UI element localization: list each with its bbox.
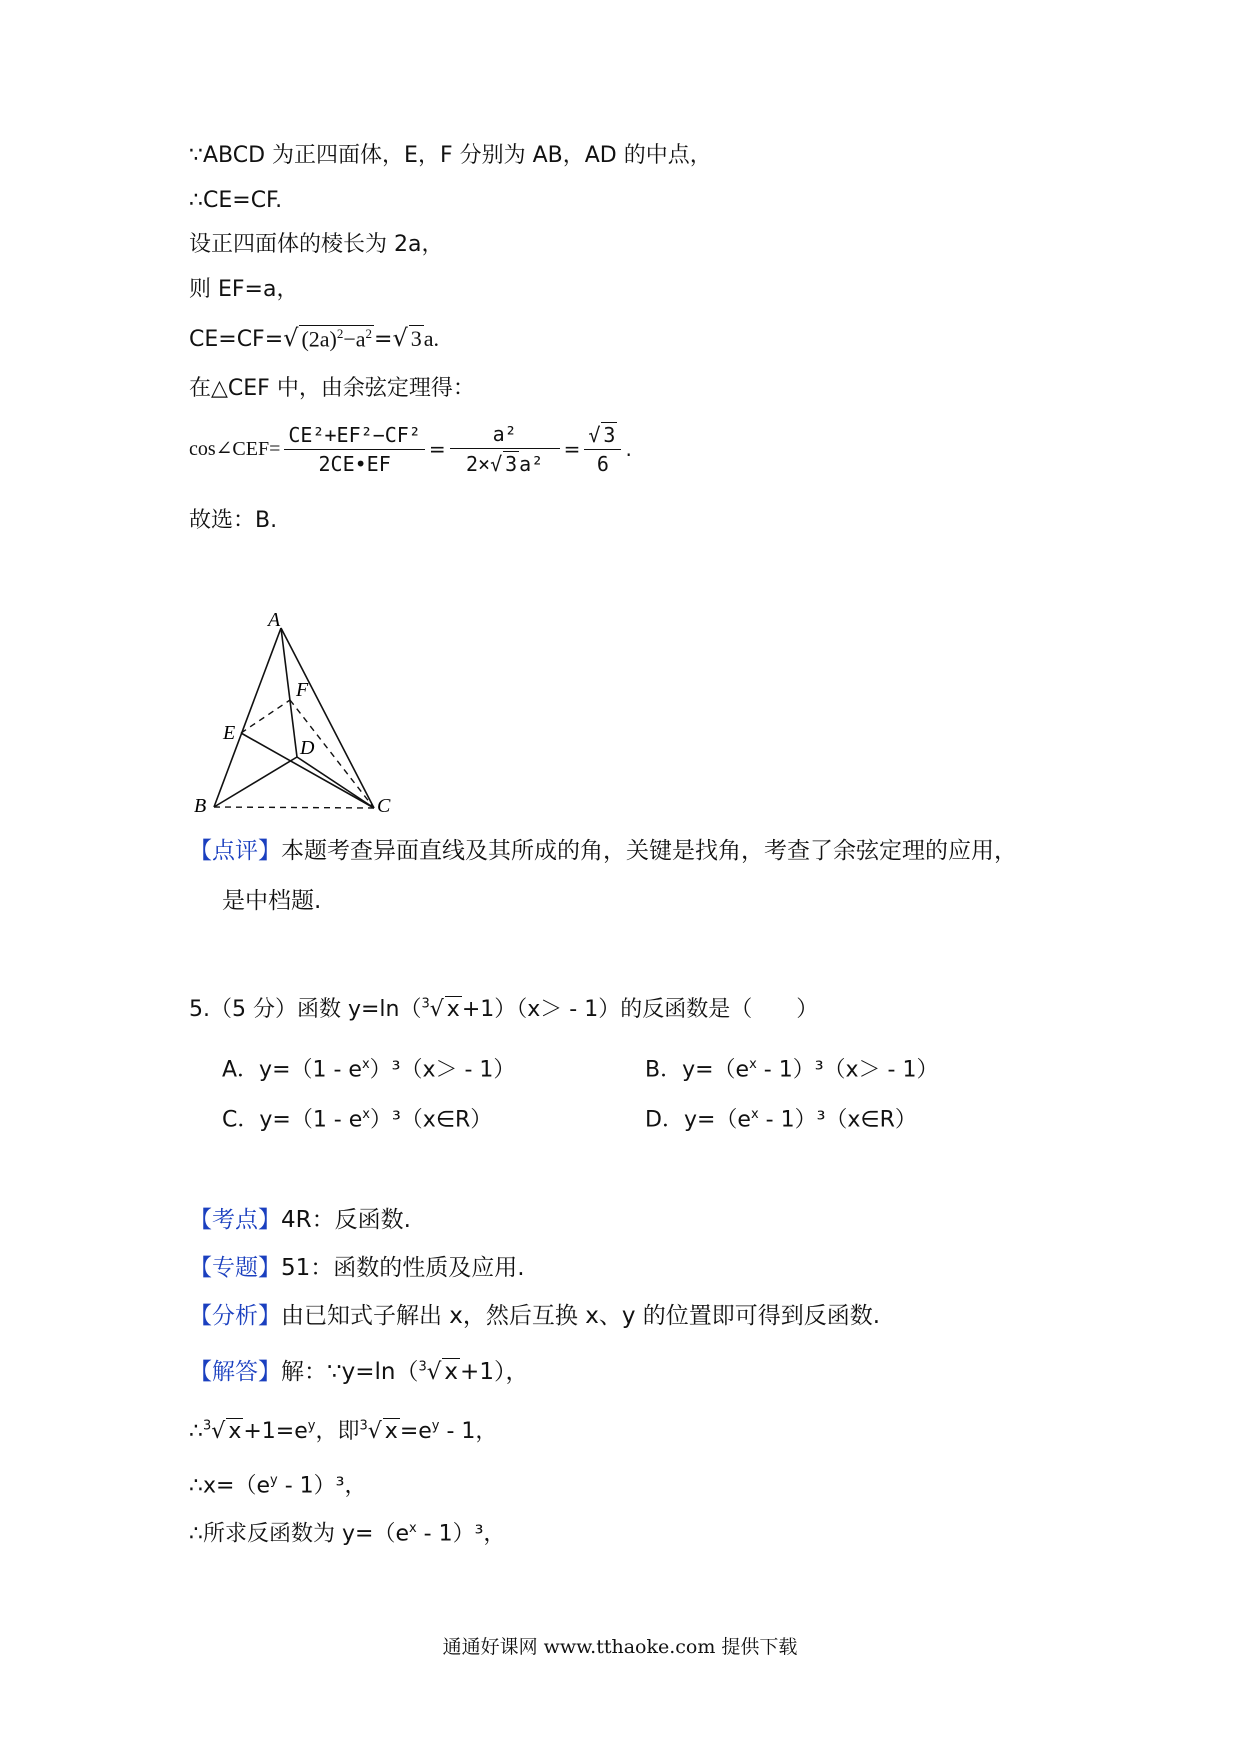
option-b-sup: x bbox=[749, 1057, 757, 1072]
step-4 bbox=[189, 1521, 505, 1548]
zhuanti-tag: 【专题】 bbox=[189, 1255, 281, 1281]
step-2-post: - 1， bbox=[439, 1419, 498, 1444]
fraction-2-denominator: 2×√ 3 a² bbox=[465, 452, 544, 476]
fraction-1 bbox=[284, 423, 424, 476]
fenxi-text: 由已知式子解出 x，然后互换 x、y 的位置即可得到反函数. bbox=[281, 1303, 881, 1329]
label-f: F bbox=[296, 679, 309, 701]
edge-dc bbox=[297, 757, 374, 808]
option-b[interactable] bbox=[645, 1057, 938, 1084]
fraction-1-denominator: 2CE•EF bbox=[318, 451, 391, 476]
den-a2: a² bbox=[519, 452, 544, 476]
option-c[interactable] bbox=[222, 1107, 492, 1134]
sqrt-sign: √ bbox=[283, 324, 299, 352]
label-d: D bbox=[300, 737, 315, 759]
solution-line-3: 设正四面体的棱长为 2a， bbox=[189, 232, 444, 257]
edge-bd bbox=[214, 757, 297, 807]
step-3-post: - 1）³， bbox=[277, 1473, 367, 1499]
solution-line-ce-cf bbox=[189, 324, 439, 353]
fraction-2 bbox=[450, 422, 560, 476]
step-2-root-index-2: 3 bbox=[359, 1418, 368, 1434]
step-2-root-index: 3 bbox=[203, 1418, 212, 1434]
option-b-label: B．y=（e bbox=[645, 1057, 750, 1083]
option-c-sup: x bbox=[362, 1107, 370, 1122]
option-b-post: - 1）³（x＞ - 1） bbox=[756, 1057, 939, 1083]
label-b: B bbox=[194, 795, 207, 812]
fraction-3-denominator: 6 bbox=[596, 452, 609, 476]
option-d-post: - 1）³（x∈R） bbox=[758, 1107, 917, 1133]
comment-line-2: 是中档题. bbox=[222, 888, 322, 914]
fraction-3 bbox=[584, 422, 621, 476]
a-suffix: a. bbox=[423, 326, 440, 351]
edge-bc bbox=[214, 807, 374, 808]
stem-pre: 5.（5 分）函数 y=ln（ bbox=[189, 997, 422, 1022]
cosine-formula bbox=[189, 422, 632, 476]
step-2-sup: y bbox=[307, 1418, 316, 1434]
option-d-sup: x bbox=[750, 1107, 759, 1122]
fenxi-tag: 【分析】 bbox=[189, 1303, 281, 1329]
fraction-3-numerator: √ 3 bbox=[584, 422, 621, 450]
edge-ad bbox=[281, 628, 297, 757]
edge-ab bbox=[214, 628, 281, 807]
step-4-post: - 1）³， bbox=[416, 1521, 506, 1547]
ce-cf-prefix: CE=CF= bbox=[189, 327, 284, 352]
step-2-radicand-2: x bbox=[384, 1419, 398, 1444]
option-a-label: A．y=（1 - e bbox=[222, 1057, 362, 1083]
period: . bbox=[625, 437, 632, 461]
step-3-sup: y bbox=[270, 1473, 278, 1488]
step-2-mid2: ，即 bbox=[315, 1419, 360, 1444]
kaodian-text: 4R：反函数. bbox=[281, 1207, 411, 1233]
jieda-radicand: x bbox=[444, 1359, 459, 1385]
jieda-root-index: 3 bbox=[418, 1359, 427, 1375]
stem-radicand: x bbox=[446, 997, 460, 1022]
step-2-pre: ∴ bbox=[189, 1419, 203, 1444]
radicand-2a: (2a) bbox=[301, 326, 337, 351]
zhuanti-text: 51：函数的性质及应用. bbox=[281, 1255, 525, 1281]
question-5-stem: 5.（5 分）函数 y=ln（$^3$√ x+1）（x＞ - 1）的反函数是（ ） bbox=[189, 996, 819, 1022]
fraction-2-numerator: a² bbox=[450, 422, 560, 449]
den-root3: 3 bbox=[505, 452, 518, 476]
page-footer: 通通好课网 www.tthaoke.com 提供下载 bbox=[442, 1636, 798, 1658]
jieda-post: +1）， bbox=[460, 1359, 529, 1385]
eq-1: = bbox=[428, 437, 446, 461]
solution-line-1: ∵ABCD 为正四面体，E，F 分别为 AB，AD 的中点， bbox=[189, 143, 712, 168]
tetrahedron-figure bbox=[180, 612, 410, 812]
jieda-pre: 解：∵y=ln（ bbox=[281, 1359, 419, 1385]
radicand-minus-a: −a bbox=[343, 326, 366, 351]
stem-post: +1）（x＞ - 1）的反函数是（ ） bbox=[461, 997, 819, 1022]
option-c-post: ）³（x∈R） bbox=[369, 1107, 493, 1133]
den-2x: 2× bbox=[465, 452, 491, 476]
zhuanti-line bbox=[189, 1255, 525, 1283]
step-4-pre: ∴所求反函数为 y=（e bbox=[189, 1521, 409, 1547]
solution-line-6: 在△CEF 中，由余弦定理得： bbox=[189, 376, 475, 401]
step-4-sup: x bbox=[408, 1521, 417, 1536]
solution-line-2: ∴CE=CF. bbox=[189, 188, 283, 213]
option-a-sup: x bbox=[361, 1057, 370, 1072]
option-a[interactable] bbox=[222, 1057, 515, 1084]
sqrt3: 3 bbox=[410, 326, 422, 351]
option-d[interactable] bbox=[645, 1107, 917, 1134]
eq-2: = bbox=[563, 437, 581, 461]
sqrt-sign-2: √ bbox=[392, 324, 408, 352]
option-c-label: C．y=（1 - e bbox=[222, 1107, 363, 1133]
step-2: ∴$^3$√ $x+1=e^y$，即$^3$√ $x=e^y - 1$， bbox=[189, 1418, 498, 1444]
fraction-1-numerator: CE²+EF²−CF² bbox=[284, 423, 424, 450]
label-c: C bbox=[377, 795, 391, 812]
option-a-post: ）³（x＞ - 1） bbox=[369, 1057, 516, 1083]
comment-line-1 bbox=[189, 838, 1017, 866]
label-a: A bbox=[268, 612, 281, 631]
solution-line-4: 则 EF=a， bbox=[189, 277, 299, 302]
label-e: E bbox=[223, 722, 236, 744]
jieda-line: 【解答】解：∵y=ln（$^3$√ x+1）， bbox=[189, 1359, 529, 1385]
stem-root-index: 3 bbox=[421, 996, 430, 1012]
option-d-label: D．y=（e bbox=[645, 1107, 751, 1133]
step-3-pre: ∴x=（e bbox=[189, 1473, 270, 1499]
kaodian-tag: 【考点】 bbox=[189, 1207, 281, 1233]
jieda-tag: 【解答】 bbox=[189, 1359, 281, 1385]
fenxi-line bbox=[189, 1303, 880, 1331]
cos-prefix: cos∠CEF= bbox=[189, 438, 281, 460]
step-2-mid3: =e bbox=[399, 1419, 432, 1444]
sqrt-radicand: $(2a)^2-a^2$ bbox=[301, 325, 373, 351]
step-2-radicand: x bbox=[228, 1419, 242, 1444]
step-2-sup-2: y bbox=[431, 1418, 440, 1434]
equals: = bbox=[374, 327, 393, 352]
step-3 bbox=[189, 1473, 366, 1500]
solution-line-8: 故选：B. bbox=[189, 508, 278, 533]
comment-tag: 【点评】 bbox=[189, 838, 281, 864]
kaodian-line bbox=[189, 1207, 411, 1235]
comment-text-1: 本题考查异面直线及其所成的角，关键是找角，考查了余弦定理的应用， bbox=[281, 838, 1017, 864]
num-root3: 3 bbox=[603, 423, 616, 447]
step-2-mid: +1=e bbox=[243, 1419, 308, 1444]
